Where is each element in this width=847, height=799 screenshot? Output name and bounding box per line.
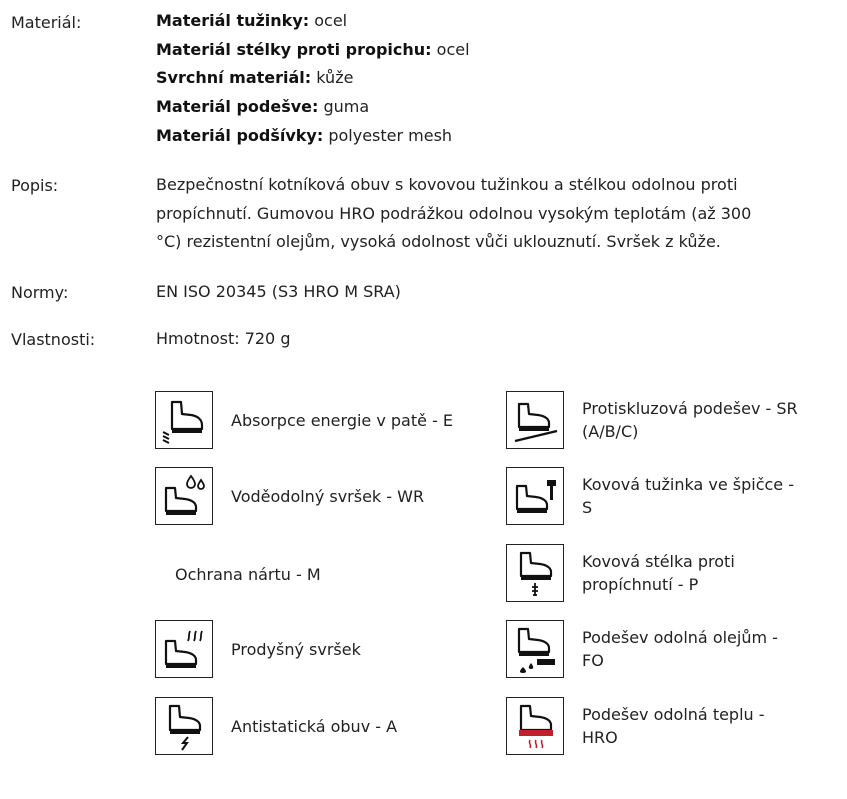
material-label: Materiál: [11,13,82,32]
popis-line: propíchnutí. Gumovou HRO podrážkou odolnou vysokým teplotám (až 300 [156,203,752,223]
material-row: Materiál tužinky: ocel [156,11,348,30]
popis-label: Popis: [11,176,59,195]
material-row: Svrchní materiál: kůže [156,68,354,88]
feature-label: Kovová tužinka ve špičce - S [582,475,795,517]
feature-item [155,467,424,525]
vlastnosti-value: Hmotnost: 720 g [156,329,291,348]
boot-heat-resistant-icon [506,697,564,755]
feature-label: Protiskluzová podešev - SR (A/B/C) [582,399,798,441]
boot-breathable-icon [155,620,213,678]
feature-label: Podešev odolná olejům - FO [582,628,778,670]
feature-item [506,391,798,449]
popis-line: Bezpečnostní kotníková obuv s kovovou tužinkou a stélkou odolnou proti [156,175,738,194]
material-list [156,7,806,151]
feature-label: Voděodolný svršek - WR [231,486,425,506]
feature-item [506,544,735,602]
popis-text [156,171,806,257]
feature-label: Prodyšný svršek [231,639,361,659]
feature-label: Podešev odolná teplu - HRO [582,705,765,747]
feature-item [506,697,765,755]
material-row: Materiál podšívky: polyester mesh [156,125,453,145]
feature-item [506,467,794,525]
boot-oil-resistant-icon [506,620,564,678]
material-row: Materiál podešve: guma [156,97,370,117]
boot-steel-toecap-icon [506,467,564,525]
feature-label: Absorpce energie v patě - E [231,410,454,430]
boot-antislip-icon [506,391,564,449]
feature-item [155,391,453,449]
boot-steel-midsole-icon [506,544,564,602]
feature-item [506,620,778,678]
feature-item [155,620,361,678]
material-row: Materiál stélky proti propichu: ocel [156,39,470,59]
boot-waterproof-icon [155,467,213,525]
normy-label: Normy: [11,283,69,302]
vlastnosti-label: Vlastnosti: [11,330,96,349]
boot-heel-energy-icon [155,391,213,449]
feature-item [155,697,397,755]
feature-label: Ochrana nártu - M [175,565,321,584]
feature-label: Kovová stélka proti propíchnutí - P [582,552,735,594]
feature-label: Antistatická obuv - A [231,716,398,736]
normy-value: EN ISO 20345 (S3 HRO M SRA) [156,282,401,301]
boot-antistatic-icon [155,697,213,755]
feature-item [175,563,321,586]
popis-line: °C) rezistentní olejům, vysoká odolnost vůči uklouznutí. Svršek z kůže. [156,232,721,252]
